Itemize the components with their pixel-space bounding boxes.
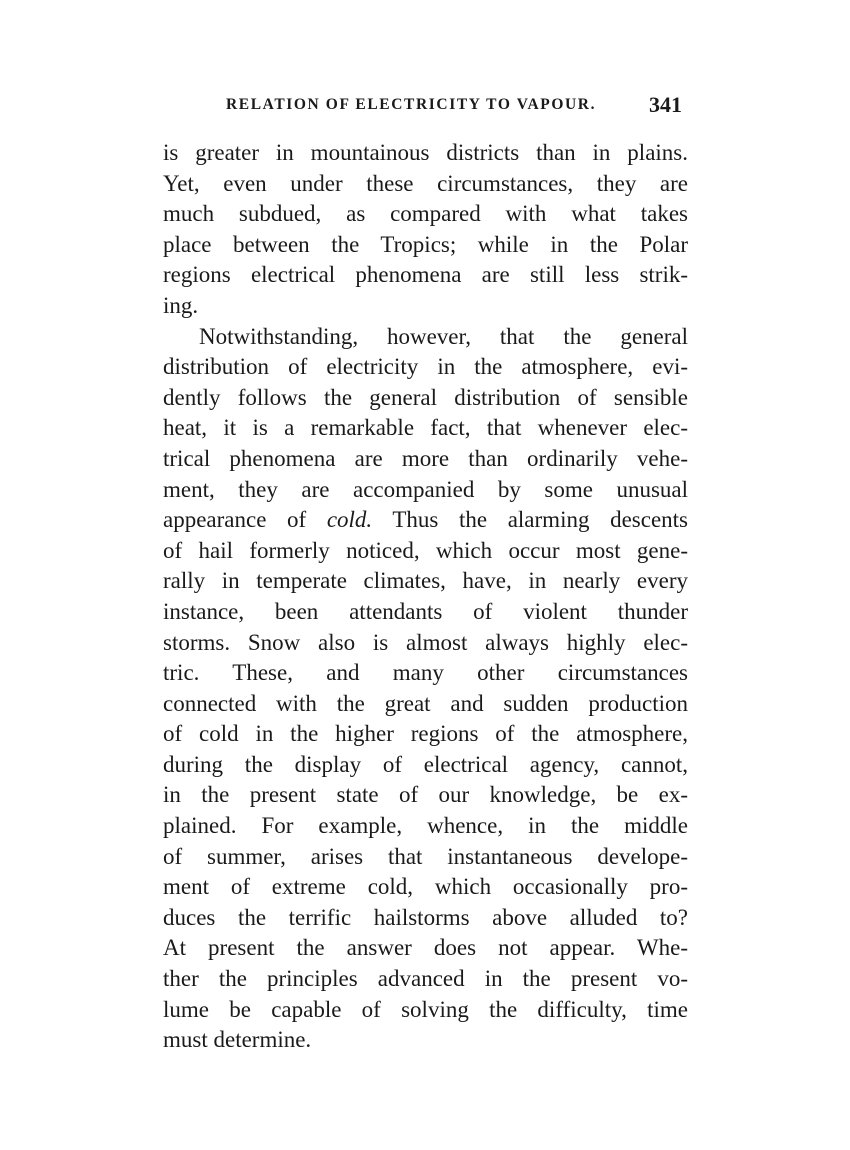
body-text xyxy=(163,138,688,1056)
text-line: is greater in mountainous districts than in plains. xyxy=(163,140,688,165)
text-line: ment of extreme cold, which occasionally pro- xyxy=(163,874,688,900)
text-line: ing. xyxy=(163,292,199,318)
running-head xyxy=(226,92,686,122)
text-line: plained. For example, whence, in the middle xyxy=(163,813,688,839)
text-line: rally in temperate climates, have, in nearly every xyxy=(163,568,688,594)
text-segment: appearance of xyxy=(163,507,327,533)
text-segment: Thus the alarming descents xyxy=(372,507,688,533)
emphasis-word: cold. xyxy=(326,507,373,533)
text-line: heat, it is a remarkable fact, that whenever elec- xyxy=(163,415,688,441)
text-line: place between the Tropics; while in the Polar xyxy=(163,231,688,257)
text-line: in the present state of our knowledge, be ex- xyxy=(163,782,688,808)
text-line: of cold in the higher regions of the atmosphere, xyxy=(163,721,688,747)
text-line: distribution of electricity in the atmosphere, evi- xyxy=(163,354,688,380)
text-line: ther the principles advanced in the present vo- xyxy=(163,966,688,992)
text-line: during the display of electrical agency, cannot, xyxy=(163,751,688,777)
text-line: much subdued, as compared with what takes xyxy=(163,201,688,227)
text-line: dently follows the general distribution of sensible xyxy=(163,384,688,410)
text-line: instance, been attendants of violent thunder xyxy=(163,598,688,624)
text-line: of summer, arises that instantaneous develope- xyxy=(163,843,688,869)
text-line: ment, they are accompanied by some unusual xyxy=(163,476,688,502)
paragraph-first-line: Notwithstanding, however, that the general xyxy=(199,323,688,349)
text-line: duces the terrific hailstorms above alluded to? xyxy=(163,904,688,930)
text-line-with-emphasis xyxy=(163,505,688,536)
running-title: RELATION OF ELECTRICITY TO VAPOUR. xyxy=(226,96,597,113)
text-line: of hail formerly noticed, which occur most gene- xyxy=(163,537,688,563)
text-line: connected with the great and sudden production xyxy=(163,690,688,716)
text-line: must determine. xyxy=(163,1027,312,1053)
text-line: tric. These, and many other circumstances xyxy=(163,660,688,686)
text-line: At present the answer does not appear. Whe- xyxy=(163,935,688,961)
text-line: storms. Snow also is almost always highly elec- xyxy=(163,629,688,655)
page-number: 341 xyxy=(649,92,682,117)
text-line: lume be capable of solving the difficulty, time xyxy=(163,996,688,1022)
text-line: Yet, even under these circumstances, they are xyxy=(163,170,688,196)
text-line: regions electrical phenomena are still less strik- xyxy=(163,262,688,288)
text-line: trical phenomena are more than ordinarily vehe- xyxy=(163,445,688,471)
